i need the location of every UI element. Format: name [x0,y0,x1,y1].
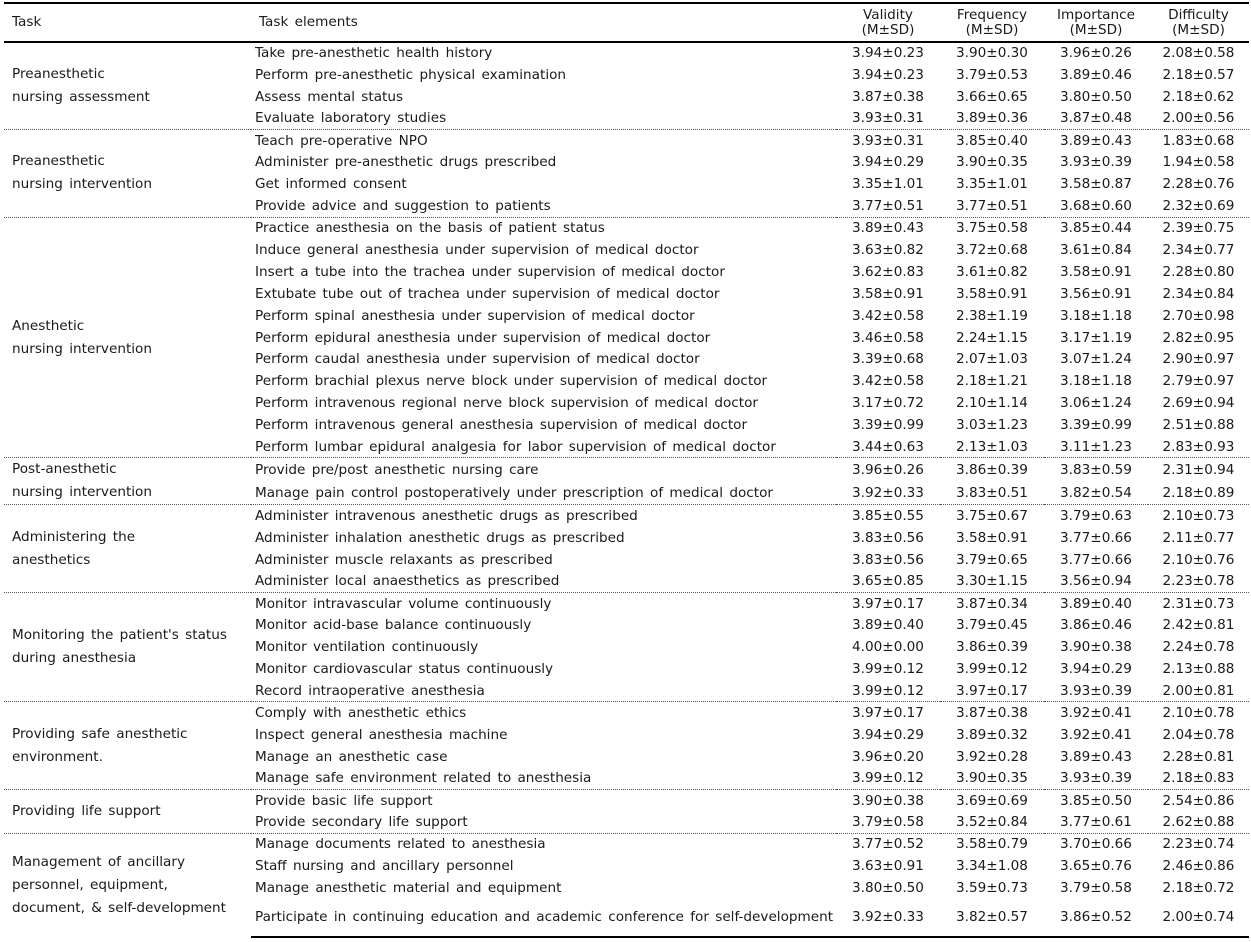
task-element: Inspect general anesthesia machine [255,726,508,743]
importance-value: 3.85±0.50 [1044,790,1148,812]
task-element: Monitor acid-base balance continuously [255,617,532,634]
validity-value: 3.83±0.56 [852,551,924,568]
importance-value: 3.83±0.59 [1044,458,1148,482]
header-importance-unit: (M±SD) [1069,21,1123,38]
task-element: Perform lumbar epidural analgesia for labor supervision of medical doctor [255,438,776,455]
task-group [4,42,1249,130]
header-validity-label: Validity [863,6,913,23]
validity-value: 3.99±0.12 [852,661,924,678]
importance-value: 3.61±0.84 [1060,241,1132,258]
validity-value: 3.77±0.52 [836,833,940,855]
frequency-value: 3.82±0.57 [940,899,1044,937]
task-name-line: Post-anesthetic [12,461,117,478]
task-name [4,592,251,701]
validity-value: 3.92±0.33 [852,484,924,501]
difficulty-value: 2.18±0.57 [1162,66,1235,83]
task-name-line: environment. [12,748,103,765]
frequency-value: 3.66±0.65 [956,88,1028,105]
task-element: Take pre-anesthetic health history [255,45,493,62]
frequency-value: 3.34±1.08 [956,858,1028,875]
validity-value: 3.17±0.72 [852,395,924,412]
frequency-value: 3.03±1.23 [956,417,1028,434]
importance-value: 3.80±0.50 [1060,88,1132,105]
table-row [4,217,1249,239]
difficulty-value: 1.83±0.68 [1148,130,1249,152]
difficulty-value: 2.11±0.77 [1162,529,1235,546]
frequency-value: 3.58±0.91 [956,285,1028,302]
importance-value: 3.96±0.26 [1060,45,1132,62]
importance-value: 3.07±1.24 [1060,351,1132,368]
table-row [4,505,1249,527]
validity-value: 4.00±0.00 [852,639,924,656]
task-group [4,217,1249,458]
difficulty-value: 2.31±0.73 [1148,592,1249,614]
validity-value: 3.44±0.63 [852,438,924,455]
validity-value: 3.93±0.31 [836,130,940,152]
validity-value: 3.77±0.51 [852,197,924,214]
difficulty-value: 2.51±0.88 [1162,417,1235,434]
task-name-line: personnel, equipment, [12,876,168,893]
validity-value: 3.79±0.58 [852,814,924,831]
importance-value: 3.77±0.61 [1060,814,1132,831]
frequency-value: 3.87±0.34 [940,592,1044,614]
table-header [4,3,1249,42]
frequency-value: 3.35±1.01 [956,176,1028,193]
difficulty-value: 2.00±0.81 [1162,682,1235,699]
difficulty-value: 2.32±0.69 [1162,197,1235,214]
difficulty-value: 2.79±0.97 [1162,373,1235,390]
task-element: Induce general anesthesia under supervision of medical doctor [255,241,699,258]
task-name [4,458,251,505]
task-group [4,592,1249,701]
task-element: Get informed consent [255,176,407,193]
importance-value: 3.79±0.58 [1060,880,1132,896]
difficulty-value: 2.42±0.81 [1162,617,1235,634]
frequency-value: 3.90±0.35 [956,770,1028,787]
difficulty-value: 2.24±0.78 [1162,639,1235,656]
validity-value: 3.99±0.12 [852,682,924,699]
validity-value: 3.39±0.68 [852,351,924,368]
difficulty-value: 2.31±0.94 [1148,458,1249,482]
task-element: Administer inhalation anesthetic drugs as prescribed [255,529,625,546]
task-element: Perform spinal anesthesia under supervision of medical doctor [255,307,695,324]
frequency-value: 3.79±0.45 [956,617,1028,634]
task-element: Administer pre-anesthetic drugs prescribed [255,154,557,171]
task-name-line: during anesthesia [12,650,137,667]
importance-value: 3.93±0.39 [1060,682,1132,699]
validity-value: 3.80±0.50 [852,880,924,896]
difficulty-value: 2.39±0.75 [1148,217,1249,239]
task-element: Staff nursing and ancillary personnel [255,858,514,875]
task-element: Perform intravenous general anesthesia supervision of medical doctor [255,417,748,434]
validity-value: 3.99±0.12 [852,770,924,787]
task-element: Perform epidural anesthesia under supervision of medical doctor [255,329,711,346]
frequency-value: 3.30±1.15 [956,573,1028,590]
importance-value: 3.77±0.66 [1060,529,1132,546]
validity-value: 3.87±0.38 [852,88,924,105]
difficulty-value: 2.28±0.76 [1162,176,1235,193]
frequency-value: 3.97±0.17 [956,682,1028,699]
task-element: Extubate tube out of trachea under supervision of medical doctor [255,285,720,302]
frequency-value: 3.59±0.73 [956,880,1028,896]
validity-value: 3.63±0.82 [852,241,924,258]
header-task-elements: Task elements [251,3,836,42]
frequency-value: 3.83±0.51 [956,484,1028,501]
task-element: Monitor intravascular volume continuously [251,592,836,614]
task-element: Provide pre/post anesthetic nursing care [251,458,836,482]
table-row [4,458,1249,482]
task-group [4,458,1249,505]
task-element: Perform caudal anesthesia under supervision of medical doctor [255,351,700,368]
task-name-line: Anesthetic [12,317,85,334]
header-validity-unit: (M±SD) [861,21,915,38]
validity-value: 3.65±0.85 [852,573,924,590]
task-group [4,702,1249,790]
task-element: Participate in continuing education and academic conference for self-development [251,899,836,937]
importance-value: 3.68±0.60 [1060,197,1132,214]
task-group [4,790,1249,834]
validity-value: 3.39±0.99 [852,417,924,434]
table-row [4,42,1249,64]
validity-value: 3.89±0.40 [852,617,924,634]
frequency-value: 3.90±0.35 [956,154,1028,171]
validity-value: 3.92±0.33 [836,899,940,937]
table-row [4,130,1249,152]
task-name-line: nursing intervention [12,484,152,501]
task-element: Monitor cardiovascular status continuously [255,661,554,678]
frequency-value: 2.18±1.21 [956,373,1028,390]
frequency-value: 2.07±1.03 [956,351,1028,368]
importance-value: 3.58±0.91 [1060,263,1132,280]
difficulty-value: 2.28±0.81 [1162,748,1235,765]
task-elements-table [4,2,1249,938]
frequency-value: 3.61±0.82 [956,263,1028,280]
header-validity [836,3,940,42]
task-name [4,702,251,790]
validity-value: 3.94±0.29 [852,726,924,743]
importance-value: 3.93±0.39 [1060,770,1132,787]
validity-value: 3.90±0.38 [836,790,940,812]
task-name-line: nursing intervention [12,340,152,357]
importance-value: 3.18±1.18 [1060,373,1132,390]
validity-value: 3.63±0.91 [852,858,924,875]
importance-value: 3.89±0.46 [1060,66,1132,83]
task-element: Manage an anesthetic case [255,748,448,765]
difficulty-value: 2.23±0.78 [1162,573,1235,590]
difficulty-value: 2.23±0.74 [1148,833,1249,855]
difficulty-value: 2.34±0.84 [1162,285,1235,302]
difficulty-value: 2.00±0.56 [1162,110,1235,127]
task-element: Manage pain control postoperatively under prescription of medical doctor [255,484,773,501]
difficulty-value: 2.18±0.83 [1162,770,1235,787]
header-importance [1044,3,1148,42]
difficulty-value: 2.69±0.94 [1162,395,1235,412]
task-name-line: Management of ancillary [12,853,186,870]
frequency-value: 3.79±0.53 [956,66,1028,83]
validity-value: 3.93±0.31 [852,110,924,127]
task-element: Administer intravenous anesthetic drugs as prescribed [251,505,836,527]
importance-value: 3.06±1.24 [1060,395,1132,412]
importance-value: 3.87±0.48 [1060,110,1132,127]
task-element: Evaluate laboratory studies [255,110,447,127]
importance-value: 3.89±0.43 [1060,748,1132,765]
task-name [4,42,251,130]
difficulty-value: 2.70±0.98 [1162,307,1235,324]
task-element: Administer muscle relaxants as prescribed [255,551,553,568]
frequency-value: 3.90±0.30 [956,45,1028,62]
task-name [4,217,251,458]
importance-value: 3.86±0.52 [1044,899,1148,937]
validity-value: 3.94±0.23 [852,66,924,83]
validity-value: 3.97±0.17 [836,702,940,724]
header-difficulty-unit: (M±SD) [1172,21,1225,38]
frequency-value: 3.99±0.12 [956,661,1028,678]
task-name-line: nursing intervention [12,176,152,193]
importance-value: 3.77±0.66 [1060,551,1132,568]
task-group [4,833,1249,937]
task-element: Teach pre-operative NPO [251,130,836,152]
task-name-line: nursing assessment [12,89,150,106]
difficulty-value: 2.08±0.58 [1162,45,1235,62]
frequency-value: 3.86±0.39 [956,639,1028,656]
difficulty-value: 2.10±0.73 [1148,505,1249,527]
task-name-line: Providing safe anesthetic [12,725,188,742]
task-name [4,790,251,834]
importance-value: 3.11±1.23 [1060,438,1132,455]
importance-value: 3.89±0.43 [1044,130,1148,152]
table-row [4,702,1249,724]
task-element: Provide advice and suggestion to patients [255,197,551,214]
importance-value: 3.17±1.19 [1060,329,1132,346]
validity-value: 3.97±0.17 [836,592,940,614]
task-name-line: Preanesthetic [12,153,105,170]
task-element: Assess mental status [255,88,404,105]
validity-value: 3.62±0.83 [852,263,924,280]
importance-value: 3.65±0.76 [1060,858,1132,875]
difficulty-value: 2.00±0.74 [1148,899,1249,937]
difficulty-value: 2.18±0.62 [1162,88,1235,105]
frequency-value: 3.75±0.67 [940,505,1044,527]
task-element: Perform intravenous regional nerve block supervision of medical doctor [255,395,758,412]
frequency-value: 3.87±0.38 [940,702,1044,724]
frequency-value: 2.10±1.14 [956,395,1028,412]
task-name [4,130,251,218]
task-group [4,505,1249,593]
frequency-value: 3.77±0.51 [956,197,1028,214]
task-name [4,505,251,593]
frequency-value: 3.69±0.69 [940,790,1044,812]
task-name-line: document, & self-development [12,899,226,916]
importance-value: 3.92±0.41 [1060,726,1132,743]
task-name [4,833,251,937]
task-name-line: Monitoring the patient's status [12,627,227,644]
frequency-value: 2.24±1.15 [956,329,1028,346]
frequency-value: 3.58±0.91 [956,529,1028,546]
validity-value: 3.42±0.58 [852,307,924,324]
task-element: Administer local anaesthetics as prescribed [255,573,560,590]
importance-value: 3.85±0.44 [1044,217,1148,239]
task-element: Practice anesthesia on the basis of patient status [251,217,836,239]
validity-value: 3.96±0.20 [852,748,924,765]
difficulty-value: 2.18±0.72 [1162,880,1235,896]
importance-value: 3.18±1.18 [1060,307,1132,324]
header-importance-label: Importance [1057,6,1135,23]
frequency-value: 3.72±0.68 [956,241,1028,258]
importance-value: 3.94±0.29 [1060,661,1132,678]
importance-value: 3.90±0.38 [1060,639,1132,656]
importance-value: 3.93±0.39 [1060,154,1132,171]
importance-value: 3.92±0.41 [1044,702,1148,724]
difficulty-value: 2.10±0.78 [1148,702,1249,724]
task-name-line: anesthetics [12,551,91,568]
frequency-value: 3.85±0.40 [940,130,1044,152]
task-element: Manage safe environment related to anesthesia [255,770,592,787]
validity-value: 3.94±0.23 [852,45,924,62]
header-frequency-label: Frequency [956,6,1028,23]
header-difficulty-label: Difficulty [1168,6,1229,23]
importance-value: 3.56±0.94 [1060,573,1132,590]
difficulty-value: 2.54±0.86 [1148,790,1249,812]
frequency-value: 3.86±0.39 [940,458,1044,482]
importance-value: 3.58±0.87 [1060,176,1132,193]
task-element: Record intraoperative anesthesia [255,682,485,699]
validity-value: 3.96±0.26 [836,458,940,482]
task-name-line: Administering the [12,528,136,545]
difficulty-value: 2.83±0.93 [1162,438,1235,455]
frequency-value: 3.75±0.58 [940,217,1044,239]
task-name-line: Providing life support [12,802,161,819]
table-row [4,790,1249,812]
frequency-value: 3.79±0.65 [956,551,1028,568]
validity-value: 3.94±0.29 [852,154,924,171]
task-element: Perform pre-anesthetic physical examination [255,66,567,83]
importance-value: 3.86±0.46 [1060,617,1132,634]
task-element: Provide basic life support [251,790,836,812]
difficulty-value: 2.46±0.86 [1162,858,1235,875]
header-frequency [940,3,1044,42]
validity-value: 3.42±0.58 [852,373,924,390]
frequency-value: 3.89±0.32 [956,726,1028,743]
task-element: Manage anesthetic material and equipment [255,880,562,896]
header-frequency-unit: (M±SD) [965,21,1019,38]
importance-value: 3.79±0.63 [1044,505,1148,527]
task-element: Insert a tube into the trachea under supervision of medical doctor [255,263,725,280]
importance-value: 3.89±0.40 [1044,592,1148,614]
difficulty-value: 2.82±0.95 [1162,329,1235,346]
difficulty-value: 2.10±0.76 [1162,551,1235,568]
validity-value: 3.46±0.58 [852,329,924,346]
frequency-value: 3.89±0.36 [956,110,1028,127]
validity-value: 3.35±1.01 [852,176,924,193]
importance-value: 3.82±0.54 [1060,484,1132,501]
validity-value: 3.85±0.55 [836,505,940,527]
importance-value: 3.56±0.91 [1060,285,1132,302]
table-row [4,592,1249,614]
table-row [4,833,1249,855]
difficulty-value: 2.28±0.80 [1162,263,1235,280]
task-element: Monitor ventilation continuously [255,639,479,656]
task-group [4,130,1249,218]
task-element: Provide secondary life support [255,814,468,831]
task-element: Comply with anesthetic ethics [251,702,836,724]
validity-value: 3.89±0.43 [836,217,940,239]
difficulty-value: 2.04±0.78 [1162,726,1235,743]
difficulty-value: 2.34±0.77 [1162,241,1235,258]
importance-value: 3.70±0.66 [1044,833,1148,855]
header-difficulty [1148,3,1249,42]
header-task: Task [4,3,251,42]
frequency-value: 2.13±1.03 [956,438,1028,455]
frequency-value: 3.92±0.28 [956,748,1028,765]
difficulty-value: 2.62±0.88 [1162,814,1235,831]
frequency-value: 3.58±0.79 [940,833,1044,855]
validity-value: 3.58±0.91 [852,285,924,302]
validity-value: 3.83±0.56 [852,529,924,546]
task-name-line: Preanesthetic [12,66,105,83]
task-element: Perform brachial plexus nerve block under supervision of medical doctor [255,373,768,390]
difficulty-value: 2.90±0.97 [1162,351,1235,368]
task-element: Manage documents related to anesthesia [251,833,836,855]
difficulty-value: 2.18±0.89 [1162,484,1235,501]
importance-value: 3.39±0.99 [1060,417,1132,434]
difficulty-value: 1.94±0.58 [1162,154,1235,171]
frequency-value: 2.38±1.19 [956,307,1028,324]
difficulty-value: 2.13±0.88 [1162,661,1235,678]
frequency-value: 3.52±0.84 [956,814,1028,831]
